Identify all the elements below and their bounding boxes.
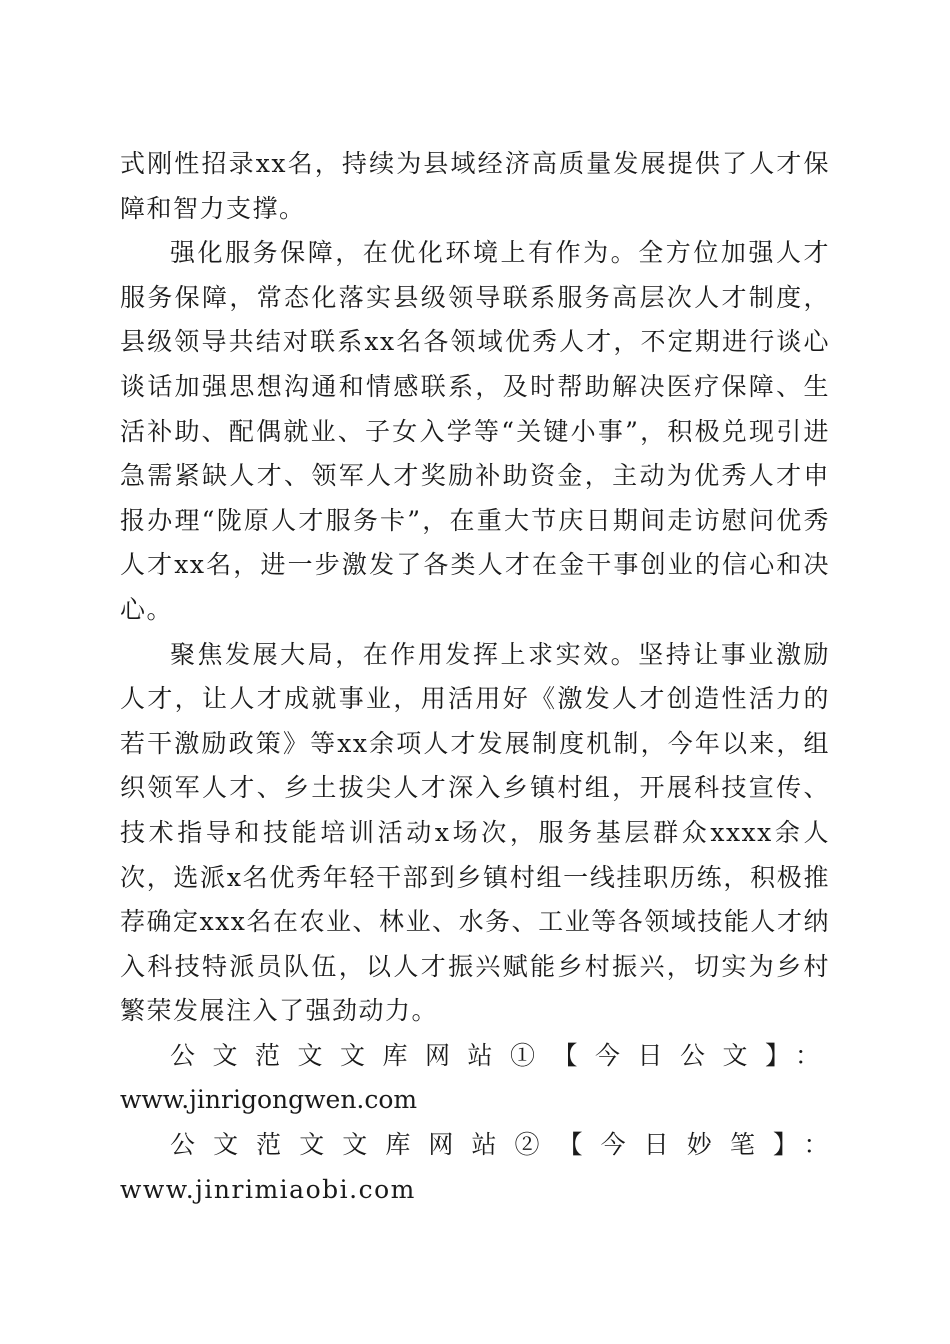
site-link-line-1 xyxy=(120,1034,830,1123)
paragraph-service-guarantee: 强化服务保障，在优化环境上有作为。全方位加强人才服务保障，常态化落实县级领导联系服务高层次人才制度，县级领导共结对联系xx名各领域优秀人才，不定期进行谈心谈话加强思想沟通和情感联系，及时帮助解决医疗保障、生活补助、配偶就业、子女入学等“关键小事”，积极兑现引进急需紧缺人才、领军人才奖励补助资金，主动为优秀人才申报办理“陇原人才服务卡”，在重大节庆日期间走访慰问优秀人才xx名，进一步激发了各类人才在金干事创业的信心和决心。 xyxy=(120,238,830,624)
paragraph-talent-recruitment-ending: 式刚性招录xx名，持续为县域经济高质量发展提供了人才保障和智力支撑。 xyxy=(120,149,830,223)
site-link-label-1: 公文范文文库网站①【今日公文】： xyxy=(170,1040,830,1070)
site-link-line-2 xyxy=(120,1123,830,1212)
document-body xyxy=(120,142,830,1212)
paragraph-development-focus: 聚焦发展大局，在作用发挥上求实效。坚持让事业激励人才，让人才成就事业，用活用好《激发人才创造性活力的若干激励政策》等xx余项人才发展制度机制，今年以来，组织领军人才、乡土拔尖人才深入乡镇村组，开展科技宣传、技术指导和技能培训活动x场次，服务基层群众xxxx余人次，选派x名优秀年轻干部到乡镇村组一线挂职历练，积极推荐确定xxx名在农业、林业、水务、工业等各领域技能人才纳入科技特派员队伍，以人才振兴赋能乡村振兴，切实为乡村繁荣发展注入了强劲动力。 xyxy=(120,639,830,1026)
site-link-url-2[interactable]: www.jinrimiaobi.com xyxy=(120,1174,416,1204)
site-link-url-1[interactable]: www.jinrigongwen.com xyxy=(120,1085,418,1115)
site-link-label-2: 公文范文文库网站②【今日妙笔】： xyxy=(170,1130,830,1160)
